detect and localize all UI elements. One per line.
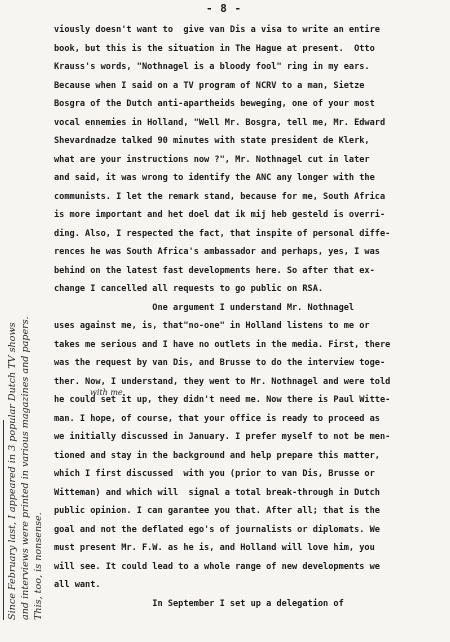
text-line: behind on the latest fast developments here. So after that ex- (54, 265, 375, 276)
text-line: what are your instructions now ?", Mr. Nothnagel cut in later (54, 154, 370, 165)
text-line: Bosgra of the Dutch anti-apartheids beweging, one of your most (54, 99, 375, 109)
text-line: which I first discussed with you (prior to van Dis, Brusse or (54, 469, 375, 479)
text-line: takes me serious and I have no outlets in the media. First, there (54, 339, 391, 350)
page-number: - 8 - (206, 2, 242, 15)
text-line: vocal ennemies in Holland, "Well Mr. Bosgra, tell me, Mr. Edward (54, 117, 386, 128)
margin-note-line: and interviews were printed in various magazines and papers. (20, 316, 31, 620)
text-line: ther. Now, I understand, they went to Mr. Nothnagel and were told (54, 376, 391, 387)
text-line: we initially discussed in January. I prefer myself to not be men- (54, 432, 391, 442)
margin-note-line: This, too, is nonsense. (33, 512, 44, 620)
text-line: goal and not the deflated ego's of journalists or diplomats. We (54, 524, 380, 535)
text-line: is more important and het doel dat ik mij heb gesteld is overri- (54, 210, 386, 220)
text-line: In September I set up a delegation of (54, 598, 344, 609)
text-line: he could set it up, they didn't need me. Now there is Paul Witte- (54, 395, 391, 405)
text-line: change I cancelled all requests to go public on RSA. (54, 284, 324, 294)
text-line: Because when I said on a TV program of NCRV to a man, Sietze (54, 80, 365, 91)
text-line: and said, it was wrong to identify the ANC any longer with the (54, 173, 375, 183)
text-line: Krauss's words, "Nothnagel is a bloody fool" ring in my ears. (54, 62, 370, 72)
text-line: viously doesn't want to give van Dis a visa to write an entire (54, 25, 380, 35)
text-line: public opinion. I can garantee you that. After all; that is the (54, 506, 380, 516)
letter-body (54, 21, 444, 613)
text-line: was the request by van Dis, and Brusse to do the interview toge- (54, 358, 386, 368)
handwritten-margin-note (6, 80, 45, 620)
text-line: must present Mr. F.W. as he is, and Holland will love him, you (54, 543, 375, 553)
margin-note-line: Since February last, I appeared in 3 popular Dutch TV shows (7, 322, 18, 620)
text-line: will see. It could lead to a whole range of new developments we (54, 561, 380, 572)
text-line: Shevardnadze talked 90 minutes with state president de Klerk, (54, 136, 370, 146)
text-line: rences he was South Africa's ambassador and perhaps, yes, I was (54, 247, 380, 257)
text-line: tioned and stay in the background and help prepare this matter, (54, 450, 380, 461)
text-line: man. I hope, of course, that your office is ready to proceed as (54, 413, 380, 424)
text-line: communists. I let the remark stand, because for me, South Africa (54, 191, 386, 202)
text-line: book, but this is the situation in The Hague at present. Otto (54, 43, 375, 54)
handwritten-insert: with me. (90, 388, 126, 397)
text-line: Witteman) and which will signal a total break-through in Dutch (54, 487, 380, 498)
text-line: all want. (54, 580, 101, 590)
text-line: One argument I understand Mr. Nothnagel (54, 302, 355, 313)
text-line: uses against me, is, that"no-one" in Holland listens to me or (54, 321, 370, 331)
text-line: ding. Also, I respected the fact, that inspite of personal diffe- (54, 228, 391, 239)
